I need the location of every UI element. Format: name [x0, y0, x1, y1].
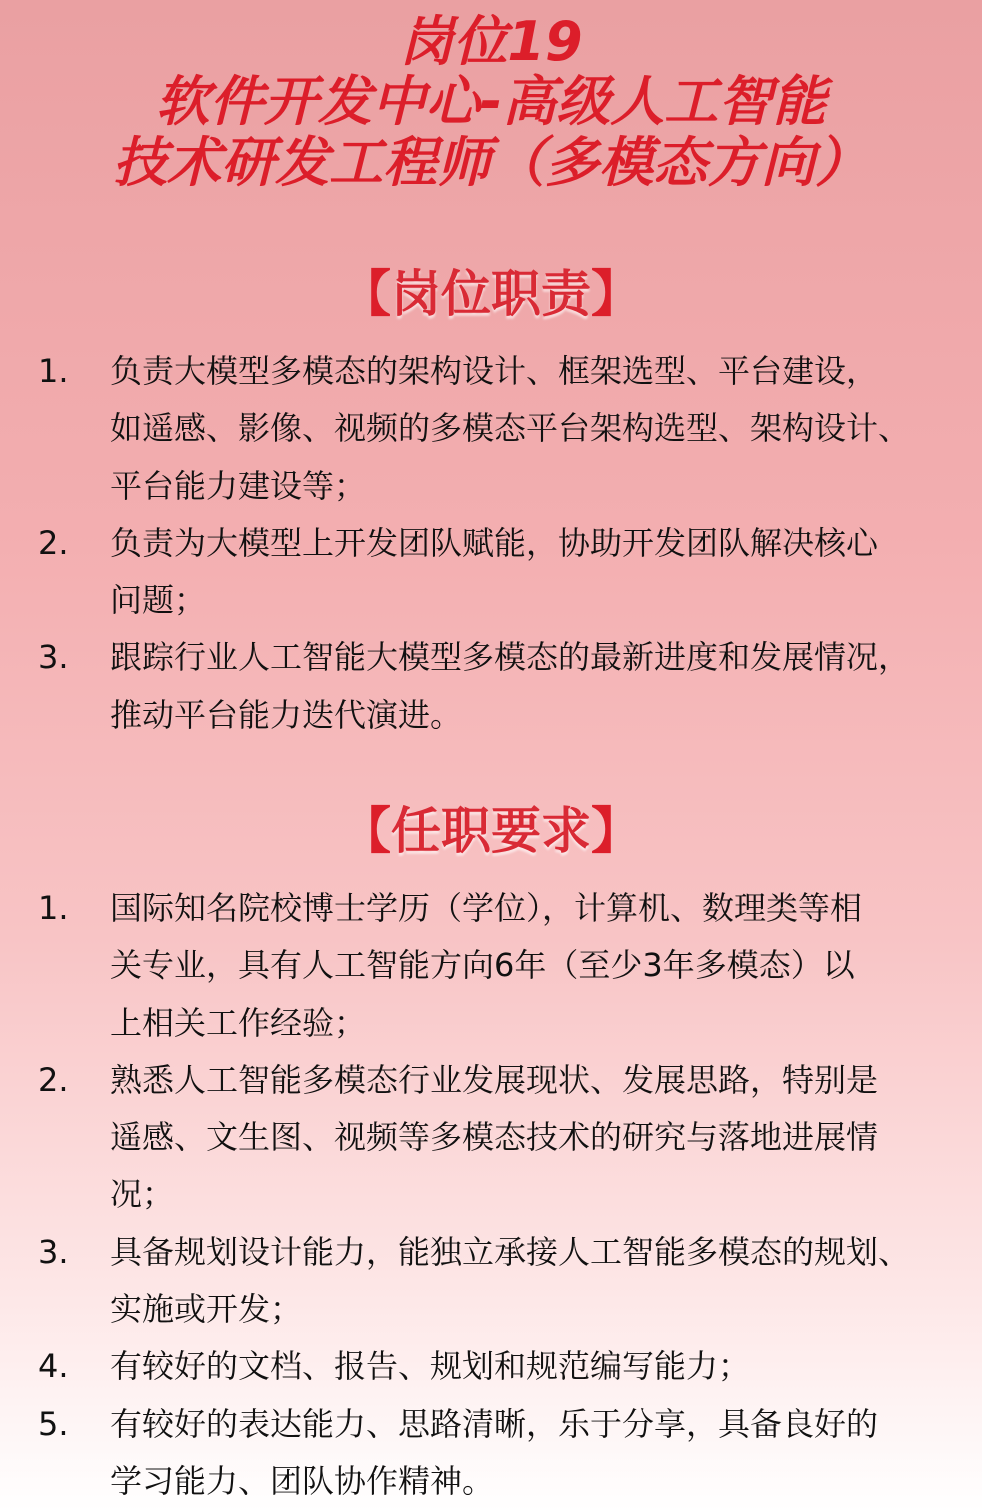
item-line: 上相关工作经验； — [110, 1003, 367, 1042]
item-text — [110, 629, 958, 744]
item-text — [110, 515, 958, 630]
job-title-line-2: 技术研发工程师（多模态方向） — [113, 131, 869, 194]
heading-close-bracket: 】 — [591, 265, 641, 323]
job-title-line-1: 软件开发中心-高级人工智能 — [155, 70, 827, 133]
list-item — [0, 343, 982, 515]
item-text — [110, 1338, 958, 1395]
item-number: 3. — [38, 1232, 69, 1271]
requirements-list — [0, 880, 982, 1510]
item-number: 4. — [38, 1347, 69, 1386]
item-text — [110, 343, 958, 515]
heading-open-bracket: 【 — [341, 265, 391, 323]
item-line: 有较好的文档、报告、规划和规范编写能力； — [110, 1347, 751, 1386]
list-item — [0, 629, 982, 744]
item-line: 国际知名院校博士学历（学位），计算机、数理类等相 — [110, 889, 863, 927]
item-number: 3. — [38, 638, 69, 677]
list-item — [0, 515, 982, 630]
item-number: 1. — [38, 889, 69, 927]
item-line: 关专业，具有人工智能方向6年（至少3年多模态）以 — [110, 946, 855, 985]
heading-open-bracket: 【 — [341, 802, 391, 860]
item-line: 具备规划设计能力，能独立承接人工智能多模态的规划、 — [110, 1232, 911, 1271]
item-line: 负责为大模型上开发团队赋能，协助开发团队解决核心 — [110, 523, 879, 562]
item-line: 平台能力建设等； — [110, 466, 367, 505]
item-line: 推动平台能力迭代演进。 — [110, 695, 463, 734]
item-text — [110, 880, 958, 1052]
item-number: 2. — [38, 523, 69, 562]
item-line: 负责大模型多模态的架构设计、框架选型、平台建设， — [110, 352, 879, 390]
item-text — [110, 1396, 958, 1511]
item-line: 遥感、文生图、视频等多模态技术的研究与落地进展情 — [110, 1118, 879, 1157]
item-line: 有较好的表达能力、思路清晰，乐于分享，具备良好的 — [110, 1404, 879, 1443]
list-item — [0, 1338, 982, 1395]
heading-text: 任职要求 — [391, 802, 591, 860]
item-number: 1. — [38, 352, 69, 390]
item-text — [110, 1224, 958, 1339]
requirements-heading — [0, 803, 982, 859]
list-item — [0, 1052, 982, 1224]
heading-text: 岗位职责 — [391, 265, 591, 323]
item-text — [110, 1052, 958, 1224]
item-number: 5. — [38, 1404, 69, 1443]
list-item — [0, 1396, 982, 1511]
job-number-title: 岗位19 — [399, 10, 583, 73]
heading-close-bracket: 】 — [591, 802, 641, 860]
item-line: 况； — [110, 1175, 175, 1214]
list-item — [0, 1224, 982, 1339]
item-number: 2. — [38, 1060, 69, 1099]
responsibilities-list — [0, 343, 982, 744]
list-item — [0, 880, 982, 1052]
responsibilities-heading — [0, 266, 982, 322]
item-line: 实施或开发； — [110, 1290, 303, 1329]
item-line: 学习能力、团队协作精神。 — [110, 1461, 495, 1500]
item-line: 问题； — [110, 581, 207, 620]
item-line: 熟悉人工智能多模态行业发展现状、发展思路，特别是 — [110, 1060, 879, 1099]
item-line: 跟踪行业人工智能大模型多模态的最新进度和发展情况， — [110, 638, 911, 677]
item-line: 如遥感、影像、视频的多模态平台架构选型、架构设计、 — [110, 409, 911, 448]
